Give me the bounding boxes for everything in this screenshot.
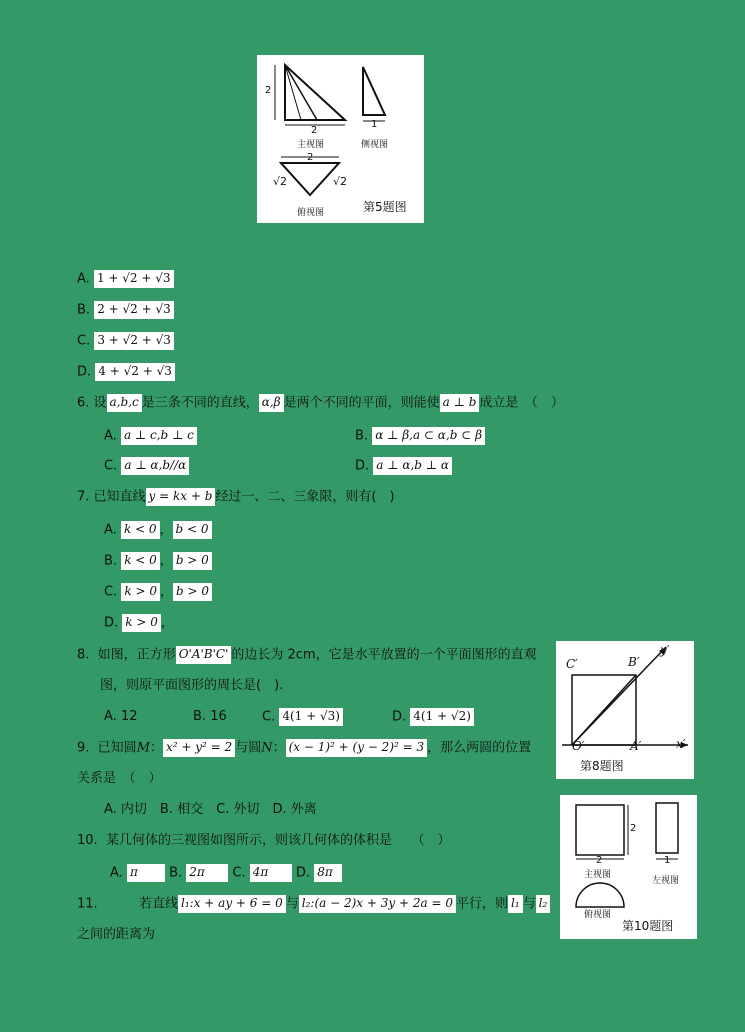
option-expr: 2π: [186, 864, 228, 882]
option-expr: b < 0: [173, 521, 212, 539]
q7-option-b: [104, 552, 212, 571]
option-expr: 12: [120, 709, 138, 724]
q8-stem-line1: [77, 646, 537, 665]
q8-option-d: [392, 708, 474, 727]
option-label: C.: [232, 865, 246, 881]
q6-text: 6. 设: [77, 395, 107, 411]
fig10-left-label: 左视图: [652, 876, 680, 886]
q6-math-planes: α,β: [259, 394, 284, 412]
fig10-dim-1: 1: [664, 855, 671, 866]
option-label: D.: [104, 615, 119, 631]
fig5-dim-2c: 2: [307, 152, 314, 163]
fig5-side-label: 侧视图: [361, 140, 389, 150]
fig5-sqrt2a: √2: [273, 175, 288, 188]
option-expr: 3 + √2 + √3: [94, 332, 174, 350]
q11-text: 与: [285, 896, 299, 912]
option-label: C.: [77, 333, 91, 349]
option-expr: π: [127, 864, 165, 882]
q8-text: 如图，正方形: [97, 647, 176, 663]
q6-option-d: [355, 457, 452, 476]
q8-option-c: [262, 708, 343, 727]
q11-text: 若直线: [139, 896, 179, 912]
option-label: B.: [193, 709, 207, 724]
option-label: C.: [104, 584, 118, 600]
q9-text: ，那么两圆的位置: [427, 740, 532, 756]
q9-math: N: [261, 740, 273, 756]
fig8-a-label: A′: [630, 739, 642, 753]
q5-option-b: [77, 301, 174, 320]
q11-text: 平行，则: [455, 896, 508, 912]
q10-number: 10.: [77, 833, 98, 848]
q8-text: 图，则原平面图形的周长是( ).: [100, 678, 284, 693]
q7-text: 7. 已知直线: [77, 489, 146, 505]
q11-number: 11.: [77, 896, 98, 912]
option-expr: a ⊥ c,b ⊥ c: [121, 427, 197, 445]
q8-option-b: [193, 708, 227, 726]
fig10-caption: 第10题图: [622, 919, 674, 933]
option-sep: ，: [159, 522, 173, 538]
fig5-dim-2a: 2: [265, 85, 272, 96]
q6-math-perp: a ⊥ b: [440, 394, 480, 412]
option-expr: 1 + √2 + √3: [94, 270, 174, 288]
fig10-dim-2b: 2: [596, 855, 603, 866]
option-expr: k < 0: [121, 552, 160, 570]
option-expr: k > 0: [121, 583, 160, 601]
q5-option-c: [77, 332, 174, 351]
option-expr: 4 + √2 + √3: [95, 363, 175, 381]
q11-stem-line2: [77, 926, 155, 944]
q6-math-lines: a,b,c: [107, 394, 142, 412]
option-label: A.: [104, 522, 117, 538]
q11-math-line2: l₂:(a − 2)x + 3y + 2a = 0: [299, 895, 456, 913]
q6-stem: [77, 394, 564, 413]
q9-math-circle-n: (x − 1)² + (y − 2)² = 3: [286, 739, 428, 757]
q11-text: 之间的距离为: [77, 927, 156, 942]
q11-text: 与: [522, 896, 536, 912]
q6-option-b: [355, 427, 485, 446]
q8-option-a: [104, 708, 137, 726]
fig8-caption: 第8题图: [580, 759, 624, 773]
option-label: B.: [104, 553, 118, 569]
option-expr: α ⊥ β,a ⊂ α,b ⊂ β: [372, 427, 485, 445]
fig8-o-label: O′: [572, 739, 585, 753]
option-label: D.: [77, 364, 92, 380]
fig10-top-label: 俯视图: [584, 910, 612, 920]
fig10-front-label: 主视图: [584, 870, 612, 880]
option-label: A.: [110, 865, 123, 881]
option-label: D.: [392, 709, 407, 725]
q10-stem: [77, 832, 450, 850]
option-sep: ，: [160, 615, 174, 631]
q11-math-line1: l₁:x + ay + 6 = 0: [178, 895, 286, 913]
q9-stem-line2: [77, 770, 162, 788]
option-expr: 2 + √2 + √3: [94, 301, 174, 319]
q7-option-c: [104, 583, 212, 602]
q8-text: 的边长为 2cm，它是水平放置的一个平面图形的直观: [231, 647, 537, 663]
q9-math-circle-m: x² + y² = 2: [163, 739, 235, 757]
option-expr: k < 0: [121, 521, 160, 539]
fig5-sqrt2b: √2: [333, 175, 348, 188]
option-expr: b > 0: [173, 583, 212, 601]
q9-text: 关系是 （ ）: [77, 771, 162, 786]
q7-stem: [77, 488, 395, 507]
q9-text: ：: [150, 740, 164, 756]
q5-option-a: [77, 270, 174, 289]
fig5-dim-2b: 2: [311, 125, 318, 136]
option-label: A.: [77, 271, 90, 287]
q9-text: ：: [272, 740, 286, 756]
q9-math: M: [136, 740, 150, 756]
option-label: C.: [262, 709, 276, 725]
q9-text: 与圆: [235, 740, 262, 756]
q11-stem-line1: [77, 895, 550, 914]
figure-q10: [560, 795, 697, 939]
q9-number: 9.: [77, 740, 90, 756]
fig5-front-label: 主视图: [297, 140, 325, 150]
option-label: B.: [355, 428, 369, 444]
fig8-c-label: C′: [566, 657, 578, 671]
q9-options: [104, 801, 317, 819]
option-label: A.: [104, 709, 117, 724]
option-expr: 4(1 + √3): [279, 708, 343, 726]
fig8-y-label: y′: [660, 643, 670, 657]
option-expr: a ⊥ α,b//α: [121, 457, 189, 475]
q7-text: 经过一、二、三象限，则有( ): [215, 489, 395, 505]
fig5-dim-1: 1: [371, 119, 378, 130]
q11-math-l2: l₂: [536, 895, 551, 913]
option-expr: 4(1 + √2): [410, 708, 474, 726]
option-label: D.: [355, 458, 370, 474]
q6-option-a: [104, 427, 197, 446]
fig8-b-label: B′: [628, 655, 640, 669]
q6-text: 是两个不同的平面，则能使: [283, 395, 440, 411]
q9-text: 已知圆: [97, 740, 137, 756]
q8-math-square: O'A'B'C': [176, 646, 232, 664]
option-label: D.: [295, 865, 311, 881]
option-label: B.: [169, 865, 183, 881]
option-sep: ，: [159, 584, 173, 600]
option-sep: ，: [159, 553, 173, 569]
q8-stem-line2: [100, 677, 283, 695]
option-expr: 8π: [314, 864, 342, 882]
q8-number: 8.: [77, 647, 90, 663]
q10-options: [110, 864, 342, 883]
fig10-dim-2a: 2: [630, 823, 637, 834]
fig5-top-label: 俯视图: [297, 208, 325, 218]
fig8-x-label: x′: [676, 737, 686, 751]
option-expr: b > 0: [173, 552, 212, 570]
option-expr: 16: [210, 709, 227, 724]
figure-q5: [257, 55, 424, 223]
figure-q8: [556, 641, 694, 779]
q9-options-text: A. 内切 B. 相交 C. 外切 D. 外离: [104, 802, 317, 817]
q7-option-a: [104, 521, 212, 540]
option-expr: k > 0: [122, 614, 161, 632]
q6-text: 是三条不同的直线，: [141, 395, 259, 411]
option-label: C.: [104, 458, 118, 474]
q11-math-l1: l₁: [508, 895, 523, 913]
q7-math-line: y = kx + b: [146, 488, 216, 506]
q9-stem-line1: [77, 739, 531, 758]
option-label: B.: [77, 302, 91, 318]
option-expr: a ⊥ α,b ⊥ α: [373, 457, 452, 475]
q6-option-c: [104, 457, 189, 476]
q6-text: 成立是 （ ）: [479, 395, 564, 411]
fig5-caption: 第5题图: [363, 200, 407, 214]
q10-text: 某几何体的三视图如图所示，则该几何体的体积是 （ ）: [105, 833, 451, 848]
q7-option-d: [104, 614, 174, 633]
option-label: A.: [104, 428, 117, 444]
q5-option-d: [77, 363, 175, 382]
option-expr: 4π: [250, 864, 292, 882]
